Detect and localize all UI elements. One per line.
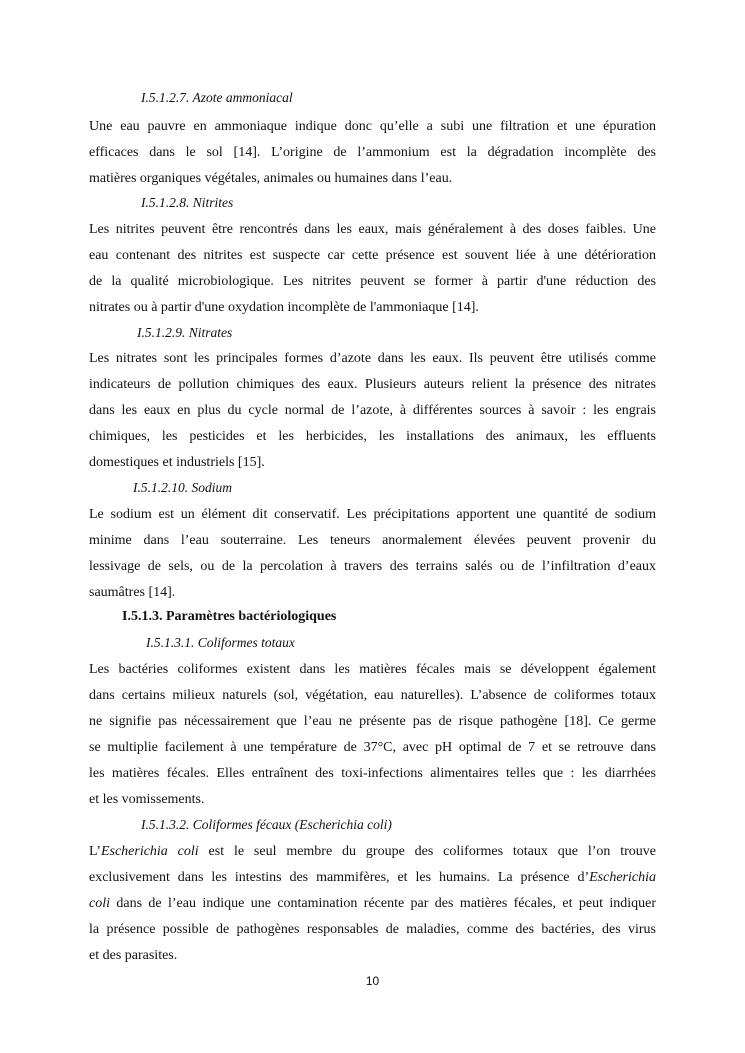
text-line: et les vomissements.	[89, 792, 205, 807]
text-line: eau contenant des nitrites est suspecte car cette présence est souvent liée à une détérioration	[89, 248, 656, 263]
text-line: indicateurs de pollution chimiques des eaux. Plusieurs auteurs relient la présence des nitrates	[89, 377, 656, 392]
text-line: ne signifie pas nécessairement que l’eau ne présente pas de risque pathogène [18]. Ce germe	[89, 714, 656, 729]
text-line: dans certains milieux naturels (sol, végétation, eau naturelles). L’absence de coliformes totaux	[89, 688, 656, 703]
text-line: la présence possible de pathogènes responsables de maladies, comme des bactéries, des virus	[89, 922, 656, 937]
text-line: saumâtres [14].	[89, 585, 176, 600]
text-line: domestiques et industriels [15].	[89, 455, 265, 470]
subsection-title-coliformes-totaux: I.5.1.3.1. Coliformes totaux	[146, 635, 295, 650]
text-fragment: exclusivement dans les intestins des mammifères, et les humains. La présence d’	[89, 870, 590, 885]
paragraph-coliformes-totaux	[89, 657, 656, 813]
paragraph-nitrates	[89, 346, 656, 476]
text-line: nitrates ou à partir d'une oxydation incomplète de l'ammoniaque [14].	[89, 300, 479, 315]
italic-species-name: coli	[89, 896, 110, 911]
paragraph-azote-ammoniacal	[89, 114, 656, 192]
text-line: Les nitrites peuvent être rencontrés dans les eaux, mais généralement à des doses faibles. Une	[89, 222, 656, 237]
text-line	[89, 839, 656, 865]
italic-species-name: Escherichia coli	[100, 844, 199, 859]
text-line: lessivage de sels, ou de la percolation à travers des terrains salés ou de l’infiltration d’eaux	[89, 559, 656, 574]
text-line: Les bactéries coliformes existent dans les matières fécales mais se développent également	[89, 662, 656, 677]
subsection-title-azote-ammoniacal: I.5.1.2.7. Azote ammoniacal	[141, 90, 293, 105]
subsection-title-coliformes-fecaux: I.5.1.3.2. Coliformes fécaux (Escherichia coli)	[141, 817, 392, 832]
page-number: 10	[365, 974, 380, 988]
text-fragment: est le seul membre du groupe des coliformes totaux que l’on trouve	[198, 844, 656, 859]
text-line: se multiplie facilement à une température de 37°C, avec pH optimal de 7 et se retrouve dans	[89, 740, 656, 755]
text-line: Les nitrates sont les principales formes d’azote dans les eaux. Ils peuvent être utilisés comme	[89, 351, 656, 366]
text-fragment: dans de l’eau indique une contamination récente par des matières fécales, et peut indiquer	[110, 896, 656, 911]
paragraph-nitrites	[89, 217, 656, 321]
text-line: minime dans l’eau souterraine. Les teneurs anormalement élevées peuvent provenir du	[89, 533, 656, 548]
text-line: de la qualité microbiologique. Les nitrites peuvent se former à partir d'une réduction des	[89, 274, 656, 289]
paragraph-sodium	[89, 502, 656, 606]
text-line	[89, 865, 656, 891]
text-line: et des parasites.	[89, 948, 178, 963]
text-line: Une eau pauvre en ammoniaque indique donc qu’elle a subi une filtration et une épuration	[89, 119, 656, 134]
subsection-title-sodium: I.5.1.2.10. Sodium	[133, 480, 232, 495]
section-title-bacteriologiques: I.5.1.3. Paramètres bactériologiques	[122, 609, 337, 624]
text-line: Le sodium est un élément dit conservatif. Les précipitations apportent une quantité de sodium	[89, 507, 656, 522]
text-line	[89, 891, 656, 917]
text-fragment: L’	[89, 844, 101, 859]
text-line: matières organiques végétales, animales ou humaines dans l’eau.	[89, 171, 453, 186]
text-line: efficaces dans le sol [14]. L’origine de l’ammonium est la dégradation incomplète des	[89, 145, 656, 160]
subsection-title-nitrates: I.5.1.2.9. Nitrates	[137, 325, 233, 340]
paragraph-coliformes-fecaux	[89, 839, 656, 969]
italic-species-name: Escherichia	[589, 870, 656, 885]
text-line: chimiques, les pesticides et les herbicides, les installations des animaux, les effluents	[89, 429, 656, 444]
subsection-title-nitrites: I.5.1.2.8. Nitrites	[141, 195, 234, 210]
text-line: les matières fécales. Elles entraînent des toxi-infections alimentaires telles que : les diarrhées	[89, 766, 656, 781]
text-line: dans les eaux en plus du cycle normal de l’azote, à différentes sources à savoir : les engrais	[89, 403, 656, 418]
